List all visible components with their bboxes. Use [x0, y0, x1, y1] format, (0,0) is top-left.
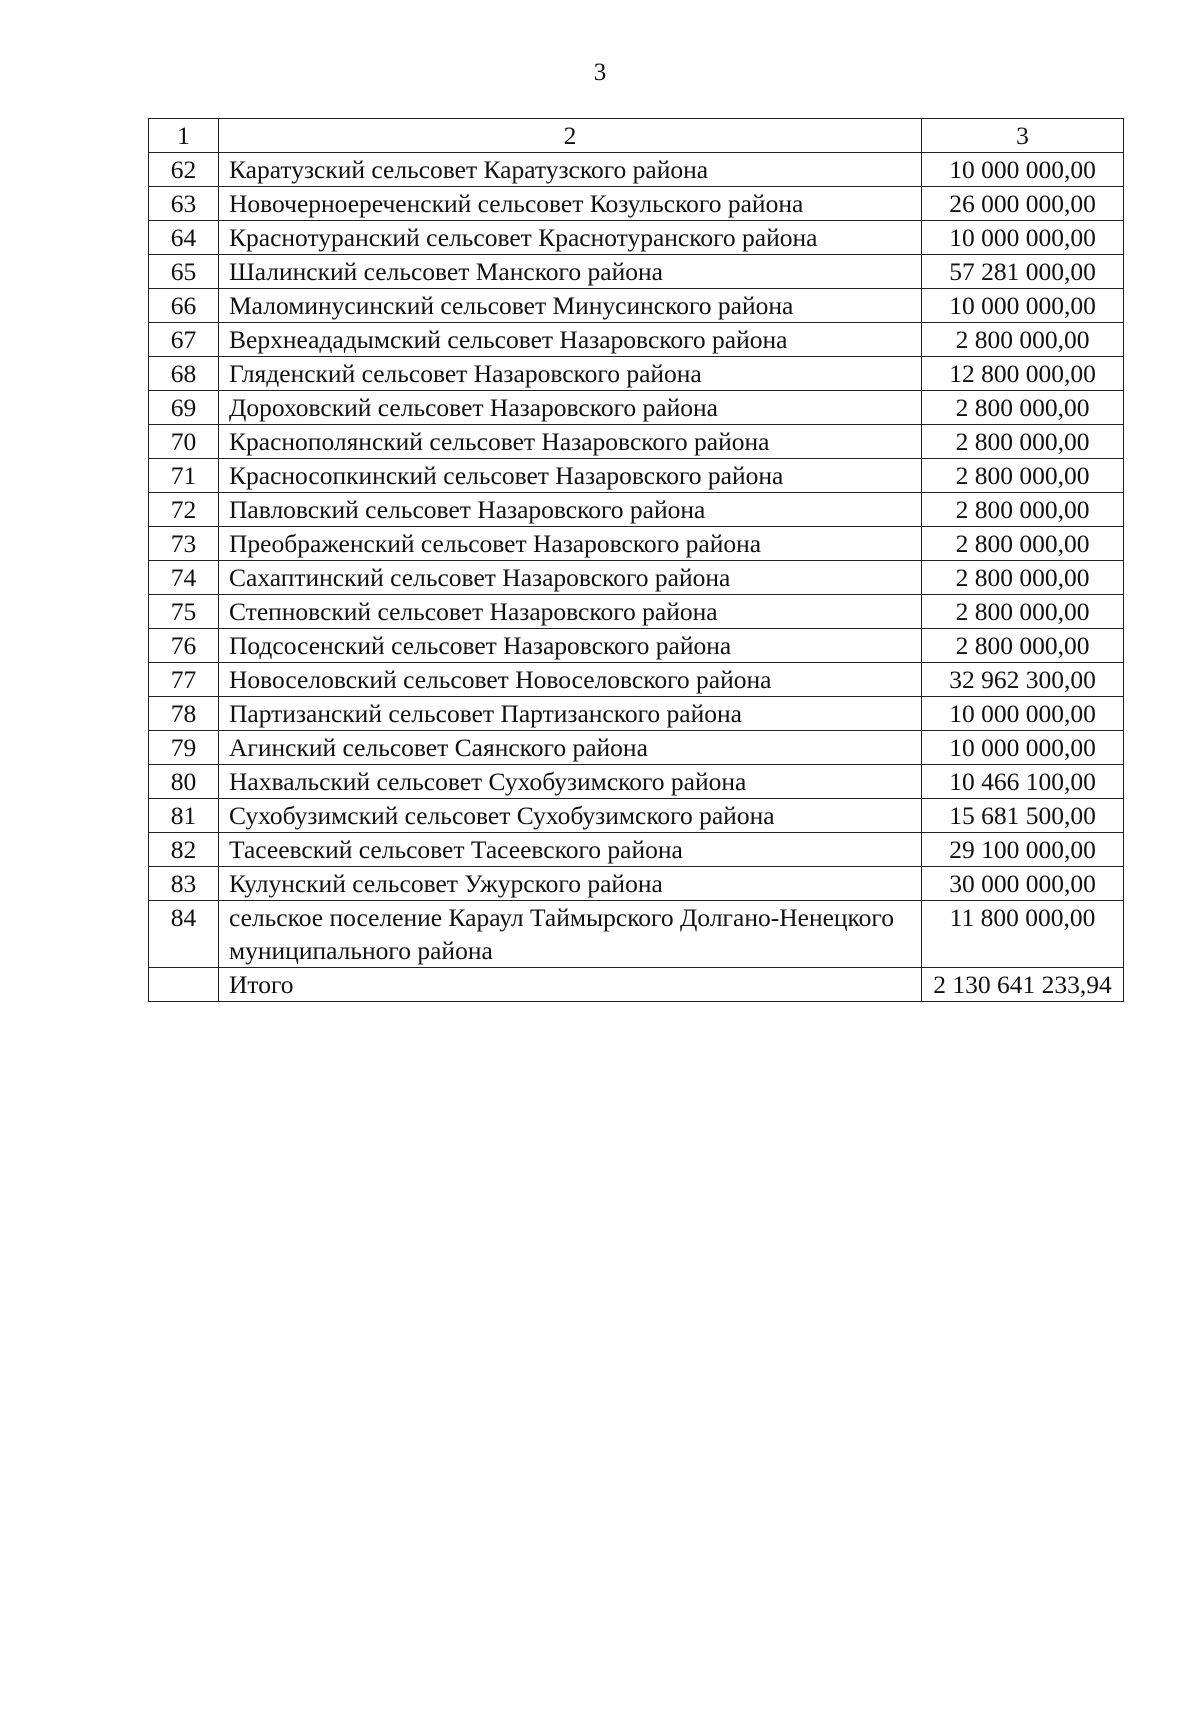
row-sum-cell: 10 000 000,00 — [922, 289, 1124, 323]
table-row — [149, 629, 1124, 663]
row-name-cell: Красносопкинский сельсовет Назаровского района — [219, 459, 922, 493]
row-number-cell: 80 — [149, 765, 219, 799]
table-header-row — [149, 119, 1124, 153]
row-sum-cell: 10 000 000,00 — [922, 697, 1124, 731]
row-name-cell: Новочерноереченский сельсовет Козульского района — [219, 187, 922, 221]
row-number-cell: 76 — [149, 629, 219, 663]
row-number-cell: 70 — [149, 425, 219, 459]
row-number-cell: 81 — [149, 799, 219, 833]
row-sum-cell: 11 800 000,00 — [922, 901, 1124, 968]
row-sum-cell: 2 800 000,00 — [922, 629, 1124, 663]
row-name-cell: Шалинский сельсовет Манского района — [219, 255, 922, 289]
row-name-cell: Краснополянский сельсовет Назаровского района — [219, 425, 922, 459]
table-row — [149, 833, 1124, 867]
table-row — [149, 153, 1124, 187]
table-row — [149, 527, 1124, 561]
table-row — [149, 289, 1124, 323]
row-name-cell: Каратузский сельсовет Каратузского района — [219, 153, 922, 187]
table-row — [149, 901, 1124, 968]
row-number-cell: 64 — [149, 221, 219, 255]
page-number: 3 — [593, 59, 607, 86]
row-name-cell: Преображенский сельсовет Назаровского района — [219, 527, 922, 561]
row-name-cell: Тасеевский сельсовет Тасеевского района — [219, 833, 922, 867]
row-number-cell: 74 — [149, 561, 219, 595]
table-row — [149, 765, 1124, 799]
row-name-cell: Сухобузимский сельсовет Сухобузимского района — [219, 799, 922, 833]
table-row — [149, 425, 1124, 459]
table-row — [149, 493, 1124, 527]
table-row — [149, 255, 1124, 289]
header-cell-sum: 3 — [922, 119, 1124, 153]
row-number-cell: 66 — [149, 289, 219, 323]
row-number-cell: 72 — [149, 493, 219, 527]
row-name-cell: Подсосенский сельсовет Назаровского района — [219, 629, 922, 663]
row-number-cell: 75 — [149, 595, 219, 629]
row-name-cell: Агинский сельсовет Саянского района — [219, 731, 922, 765]
row-number-cell: 84 — [149, 901, 219, 968]
row-number-cell: 83 — [149, 867, 219, 901]
row-sum-cell: 10 000 000,00 — [922, 153, 1124, 187]
row-sum-cell: 2 800 000,00 — [922, 493, 1124, 527]
row-sum-cell: 2 800 000,00 — [922, 595, 1124, 629]
row-name-cell: Краснотуранский сельсовет Краснотуранского района — [219, 221, 922, 255]
row-number-cell: 73 — [149, 527, 219, 561]
row-name-cell: Степновский сельсовет Назаровского района — [219, 595, 922, 629]
row-sum-cell: 2 800 000,00 — [922, 323, 1124, 357]
row-sum-cell: 30 000 000,00 — [922, 867, 1124, 901]
row-number-cell: 78 — [149, 697, 219, 731]
row-number-cell: 63 — [149, 187, 219, 221]
row-name-cell: Сахаптинский сельсовет Назаровского района — [219, 561, 922, 595]
row-name-cell: Павловский сельсовет Назаровского района — [219, 493, 922, 527]
header-cell-number: 1 — [149, 119, 219, 153]
row-number-cell: 79 — [149, 731, 219, 765]
table-body — [149, 119, 1124, 1002]
row-number-cell: 71 — [149, 459, 219, 493]
table-total-row — [149, 968, 1124, 1002]
row-sum-cell: 2 800 000,00 — [922, 459, 1124, 493]
row-sum-cell: 10 000 000,00 — [922, 221, 1124, 255]
row-name-cell: Гляденский сельсовет Назаровского района — [219, 357, 922, 391]
table-row — [149, 561, 1124, 595]
row-number-cell: 62 — [149, 153, 219, 187]
row-sum-cell: 2 800 000,00 — [922, 561, 1124, 595]
row-sum-cell: 29 100 000,00 — [922, 833, 1124, 867]
row-name-cell: Маломинусинский сельсовет Минусинского района — [219, 289, 922, 323]
row-sum-cell: 10 466 100,00 — [922, 765, 1124, 799]
row-sum-cell: 10 000 000,00 — [922, 731, 1124, 765]
row-sum-cell: 57 281 000,00 — [922, 255, 1124, 289]
row-number-cell: 65 — [149, 255, 219, 289]
table-row — [149, 357, 1124, 391]
row-sum-cell: 12 800 000,00 — [922, 357, 1124, 391]
table-row — [149, 731, 1124, 765]
row-number-cell: 67 — [149, 323, 219, 357]
table-row — [149, 697, 1124, 731]
total-sum-cell: 2 130 641 233,94 — [922, 968, 1124, 1002]
row-name-cell: Дороховский сельсовет Назаровского района — [219, 391, 922, 425]
header-cell-name: 2 — [219, 119, 922, 153]
table-row — [149, 799, 1124, 833]
table-row — [149, 595, 1124, 629]
row-sum-cell: 15 681 500,00 — [922, 799, 1124, 833]
row-name-cell: Кулунский сельсовет Ужурского района — [219, 867, 922, 901]
row-name-cell: Новоселовский сельсовет Новоселовского района — [219, 663, 922, 697]
table-row — [149, 323, 1124, 357]
row-number-cell: 77 — [149, 663, 219, 697]
row-sum-cell: 26 000 000,00 — [922, 187, 1124, 221]
row-name-cell: Верхнеададымский сельсовет Назаровского района — [219, 323, 922, 357]
row-name-cell: сельское поселение Караул Таймырского Долгано-Ненецкого муниципального района — [219, 901, 922, 968]
table-row — [149, 187, 1124, 221]
row-name-cell: Партизанский сельсовет Партизанского района — [219, 697, 922, 731]
row-sum-cell: 2 800 000,00 — [922, 527, 1124, 561]
allocation-table — [148, 118, 1124, 1002]
table-row — [149, 663, 1124, 697]
table-row — [149, 459, 1124, 493]
row-number-cell: 69 — [149, 391, 219, 425]
row-sum-cell: 2 800 000,00 — [922, 391, 1124, 425]
table-row — [149, 221, 1124, 255]
total-number-cell — [149, 968, 219, 1002]
row-number-cell: 68 — [149, 357, 219, 391]
row-number-cell: 82 — [149, 833, 219, 867]
row-name-cell: Нахвальский сельсовет Сухобузимского района — [219, 765, 922, 799]
row-sum-cell: 2 800 000,00 — [922, 425, 1124, 459]
row-sum-cell: 32 962 300,00 — [922, 663, 1124, 697]
table-row — [149, 867, 1124, 901]
total-label-cell: Итого — [219, 968, 922, 1002]
table-row — [149, 391, 1124, 425]
